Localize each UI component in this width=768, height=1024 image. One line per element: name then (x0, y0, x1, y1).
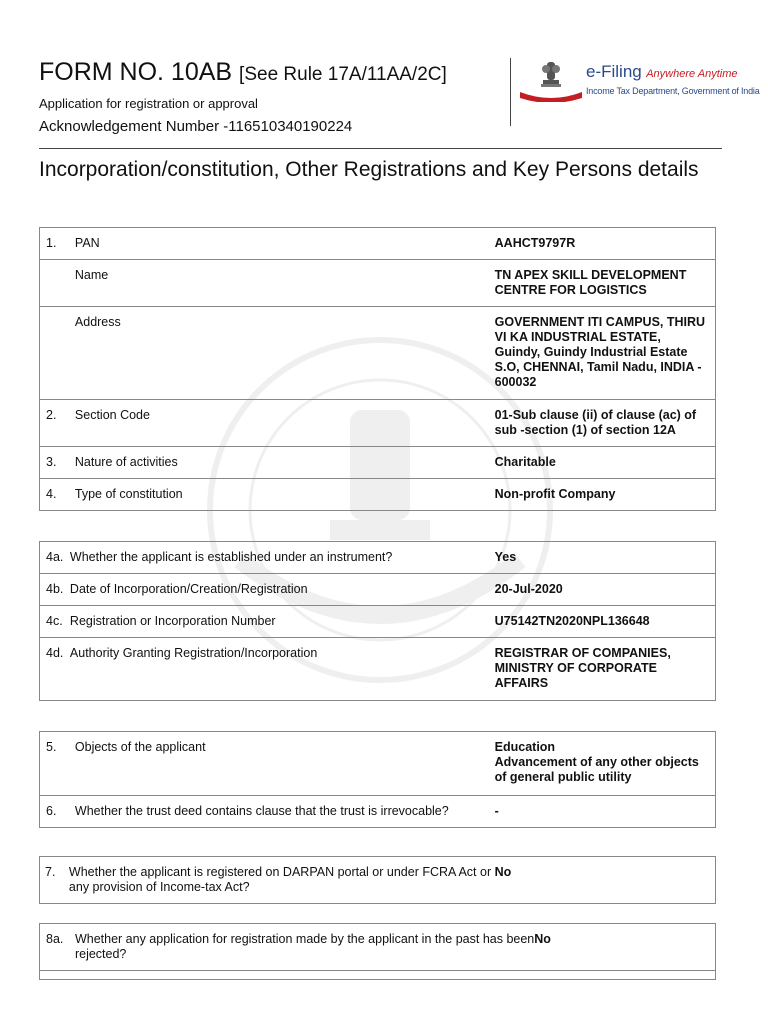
row-value: Non-profit Company (494, 487, 616, 501)
row-value: Yes (494, 550, 517, 564)
row-label: Address (74, 315, 121, 329)
form-number: FORM NO. 10AB (39, 58, 233, 86)
row-label: Type of constitution (74, 487, 183, 501)
table-row (40, 228, 715, 259)
row-number: 1. (46, 236, 57, 250)
details-table-2 (39, 541, 716, 701)
row-label: Objects of the applicant (74, 740, 206, 754)
efiling-wordmark: e-Filing (586, 62, 642, 81)
table-row (40, 637, 715, 700)
row-label: Nature of activities (74, 455, 178, 469)
form-subtitle: Application for registration or approval (39, 96, 258, 111)
table-row (40, 478, 715, 510)
row-value: AAHCT9797R (494, 236, 576, 250)
row-value: TN APEX SKILL DEVELOPMENT CENTRE FOR LOGISTICS (494, 268, 687, 297)
efiling-tagline: Anywhere Anytime (646, 68, 738, 80)
header-rule (39, 148, 722, 149)
row-number: 3. (46, 455, 57, 469)
row-number: 4. (46, 487, 57, 501)
table-row (40, 399, 715, 446)
row-value: GOVERNMENT ITI CAMPUS, THIRU VI KA INDUSTRIAL ESTATE, Guindy, Guindy Industrial Estate S.O, CHENNAI, Tamil Nadu, INDIA - 600032 (494, 315, 706, 389)
row-value: Charitable (494, 455, 556, 469)
section-title: Incorporation/constitution, Other Registrations and Key Persons details (39, 158, 699, 181)
acknowledgement-number: Acknowledgement Number -116510340190224 (39, 118, 353, 135)
objects-value-1: Education (494, 740, 556, 754)
row-label: Whether the applicant is registered on DARPAN portal or under FCRA Act or any provision of Income-tax Act? (68, 865, 492, 894)
row-value: No (534, 932, 551, 946)
row-value: 01-Sub clause (ii) of clause (ac) of sub -section (1) of section 12A (494, 408, 697, 437)
row-number (40, 260, 75, 306)
row-number: 2. (46, 408, 57, 422)
table-row (40, 259, 715, 306)
row-number: 4b. (46, 582, 64, 596)
objects-value-2: Advancement of any other objects of general public utility (494, 755, 699, 784)
table-row (40, 573, 715, 605)
row-label: Section Code (74, 408, 150, 422)
ribbon-banner-icon (520, 88, 582, 102)
efiling-logo (520, 58, 760, 110)
row-label: Whether the applicant is established under an instrument? (69, 550, 393, 564)
row-label: Date of Incorporation/Creation/Registration (69, 582, 308, 596)
table-row (40, 732, 715, 795)
details-table-1 (39, 227, 716, 511)
department-name: Income Tax Department, Government of India (586, 86, 760, 96)
row-value: U75142TN2020NPL136648 (494, 614, 650, 628)
table-row (40, 605, 715, 637)
row-number: 4a. (46, 550, 64, 564)
form-rule: [See Rule 17A/11AA/2C] (239, 64, 447, 85)
table-row (40, 924, 715, 970)
row-value: No (494, 865, 512, 879)
row-number: 4c. (46, 614, 63, 628)
row-label: Name (74, 268, 109, 282)
row-number: 8a. (46, 932, 64, 946)
row-label: Registration or Incorporation Number (69, 614, 276, 628)
header-divider (510, 58, 511, 126)
table-row (40, 542, 715, 573)
details-table-4 (39, 856, 716, 904)
details-table-3 (39, 731, 716, 828)
table-row (40, 795, 715, 827)
row-number (40, 307, 75, 399)
row-number: 6. (46, 804, 57, 818)
form-title (39, 58, 447, 87)
row-number: 7. (45, 865, 56, 879)
table-row-empty (40, 970, 715, 979)
row-label: PAN (74, 236, 100, 250)
row-value: 20-Jul-2020 (494, 582, 563, 596)
table-row (40, 306, 715, 399)
row-label: Whether the trust deed contains clause that the trust is irrevocable? (74, 804, 449, 818)
table-row (40, 857, 715, 903)
row-value: REGISTRAR OF COMPANIES, MINISTRY OF CORPORATE AFFAIRS (494, 646, 671, 690)
row-value: - (494, 804, 499, 818)
details-table-5 (39, 923, 716, 980)
row-number: 4d. (46, 646, 64, 660)
row-label: Authority Granting Registration/Incorporation (69, 646, 318, 660)
row-label: Whether any application for registration made by the applicant in the past has been rejected? (74, 932, 535, 961)
table-row (40, 446, 715, 478)
row-number: 5. (46, 740, 57, 754)
row-value (495, 732, 715, 795)
